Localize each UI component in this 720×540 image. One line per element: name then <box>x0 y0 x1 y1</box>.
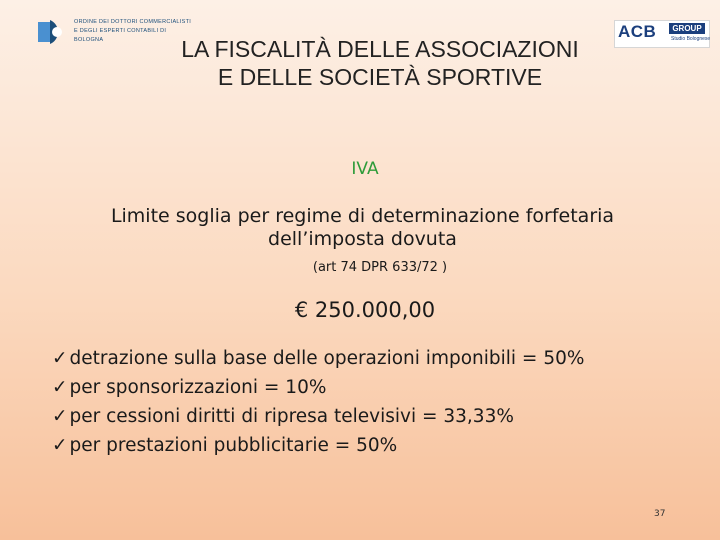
slide-title-line-1: LA FISCALITÀ DELLE ASSOCIAZIONI <box>181 36 579 62</box>
list-item-text: detrazione sulla base delle operazioni imponibili = 50% <box>69 348 585 369</box>
list-item-text: per prestazioni pubblicitarie = 50% <box>69 435 398 456</box>
list-item <box>52 344 584 373</box>
page-number: 37 <box>654 509 666 519</box>
legal-reference: (art 74 DPR 633/72 ) <box>312 260 448 275</box>
threshold-amount: € 250.000,00 <box>294 298 436 322</box>
list-item-text: per sponsorizzazioni = 10% <box>69 377 327 398</box>
list-item-text: per cessioni diritti di ripresa televisivi = 33,33% <box>69 406 514 427</box>
deduction-list <box>52 344 584 460</box>
acb-brand: ACB <box>618 22 657 41</box>
check-icon: ✓ <box>52 406 68 427</box>
list-item <box>52 431 584 460</box>
section-heading: IVA <box>351 159 379 179</box>
acb-group-label: GROUP <box>669 23 705 34</box>
limit-text-line-2: dell’imposta dovuta <box>268 228 457 250</box>
list-item <box>52 402 584 431</box>
list-item <box>52 373 584 402</box>
check-icon: ✓ <box>52 348 68 369</box>
check-icon: ✓ <box>52 435 68 456</box>
logo-line-1: ORDINE DEI DOTTORI COMMERCIALISTI <box>74 19 192 25</box>
logo-line-2: E DEGLI ESPERTI CONTABILI DI <box>74 28 167 34</box>
acb-studio-label: Studio Bolognese <box>671 36 711 42</box>
check-icon: ✓ <box>52 377 68 398</box>
slide-title-line-2: E DELLE SOCIETÀ SPORTIVE <box>217 64 543 90</box>
logo-line-3: BOLOGNA <box>74 37 104 43</box>
limit-text-line-1: Limite soglia per regime di determinazione forfetaria <box>110 205 615 227</box>
